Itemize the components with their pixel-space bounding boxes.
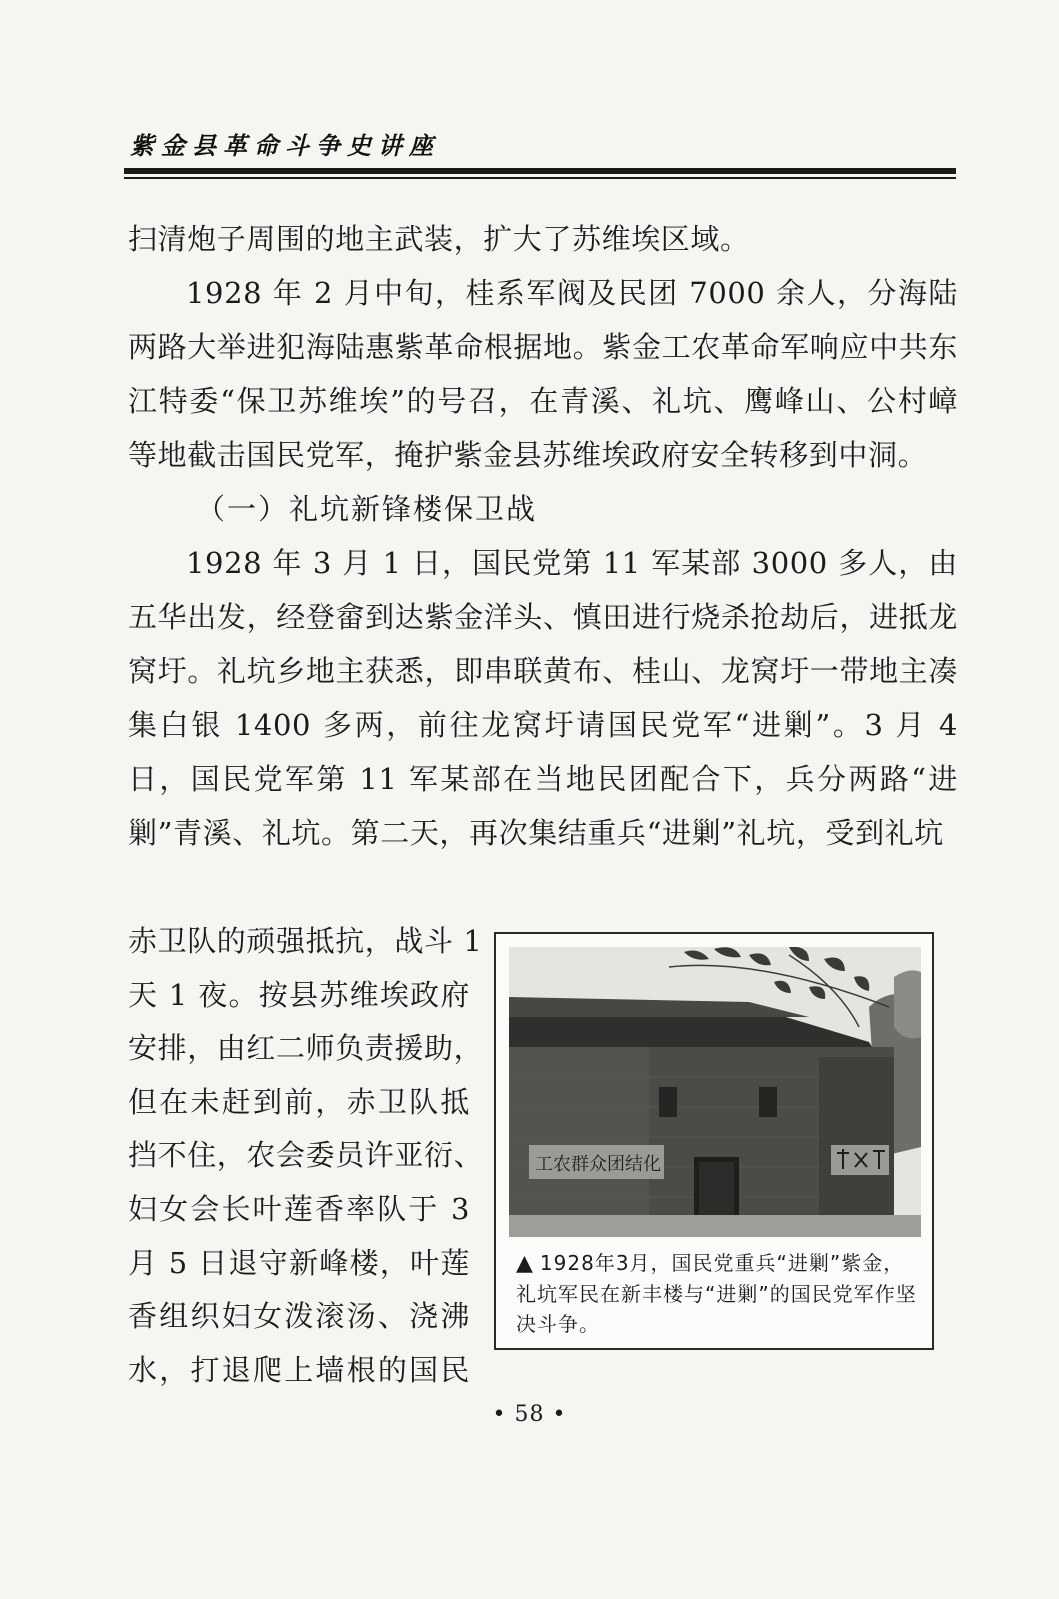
header-rule-thick bbox=[124, 168, 956, 174]
paragraph-1928-march: 1928 年 3 月 1 日，国民党第 11 军某部 3000 多人，由五华出发，经登畲到达紫金洋头、慎田进行烧杀抢劫后，进抵龙窝圩。礼坑乡地主获悉，即串联黄布、桂山、龙窝圩一带地主凑集白银 1400 多两，前往龙窝圩请国民党军“进剿”。3 月 4 日，国民党军第 11 军某部在当地民团配合下，兵分两路“进剿”青溪、礼坑。第二天，再次集结重兵“进剿”礼坑，受到礼坑 bbox=[128, 546, 958, 850]
paragraph-continued: 扫清炮子周围的地主武装，扩大了苏维埃区域。 bbox=[128, 222, 750, 256]
column-line: 安排，由红二师负责援助， bbox=[128, 1031, 484, 1066]
paragraph-1928-february: 1928 年 2 月中旬，桂系军阀及民团 7000 余人，分海陆两路大举进犯海陆惠紫革命根据地。紫金工农革命军响应中共东江特委“保卫苏维埃”的号召，在青溪、礼坑、鹰峰山、公村嶂等地截击国民党军，掩护紫金县苏维埃政府安全转移到中洞。 bbox=[128, 276, 958, 472]
figure-caption bbox=[516, 1248, 920, 1339]
running-title: 紫金县革命斗争史讲座 bbox=[130, 132, 440, 160]
column-line: 妇女会长叶莲香率队于 3 bbox=[128, 1191, 470, 1226]
column-line: 水，打退爬上墙根的国民 bbox=[128, 1352, 470, 1387]
photo-sign-left-text: 工农群众团结化 bbox=[535, 1154, 661, 1175]
column-line: 香组织妇女泼滚汤、浇沸 bbox=[128, 1299, 470, 1334]
figure-box bbox=[494, 932, 934, 1350]
column-line: 赤卫队的顽强抵抗，战斗 1 bbox=[128, 924, 483, 958]
body-text bbox=[128, 212, 958, 860]
section-heading: （一）礼坑新锋楼保卫战 bbox=[196, 492, 538, 526]
page-number: • 58 • bbox=[492, 1402, 567, 1427]
column-line: 月 5 日退守新峰楼，叶莲 bbox=[128, 1245, 470, 1280]
column-line: 天 1 夜。按县苏维埃政府 bbox=[128, 977, 470, 1012]
caption-text: 1928年3月，国民党重兵“进剿”紫金，礼坑军民在新丰楼与“进剿”的国民党军作坚决斗争。 bbox=[516, 1251, 917, 1336]
column-line: 但在未赶到前，赤卫队抵 bbox=[128, 1084, 470, 1119]
header-rule-thin bbox=[124, 177, 956, 179]
historic-building-photo bbox=[509, 947, 921, 1237]
triangle-marker-icon: ▲ bbox=[516, 1251, 534, 1276]
column-text bbox=[128, 915, 484, 1397]
column-line: 挡不住，农会委员许亚衍、 bbox=[128, 1138, 484, 1173]
